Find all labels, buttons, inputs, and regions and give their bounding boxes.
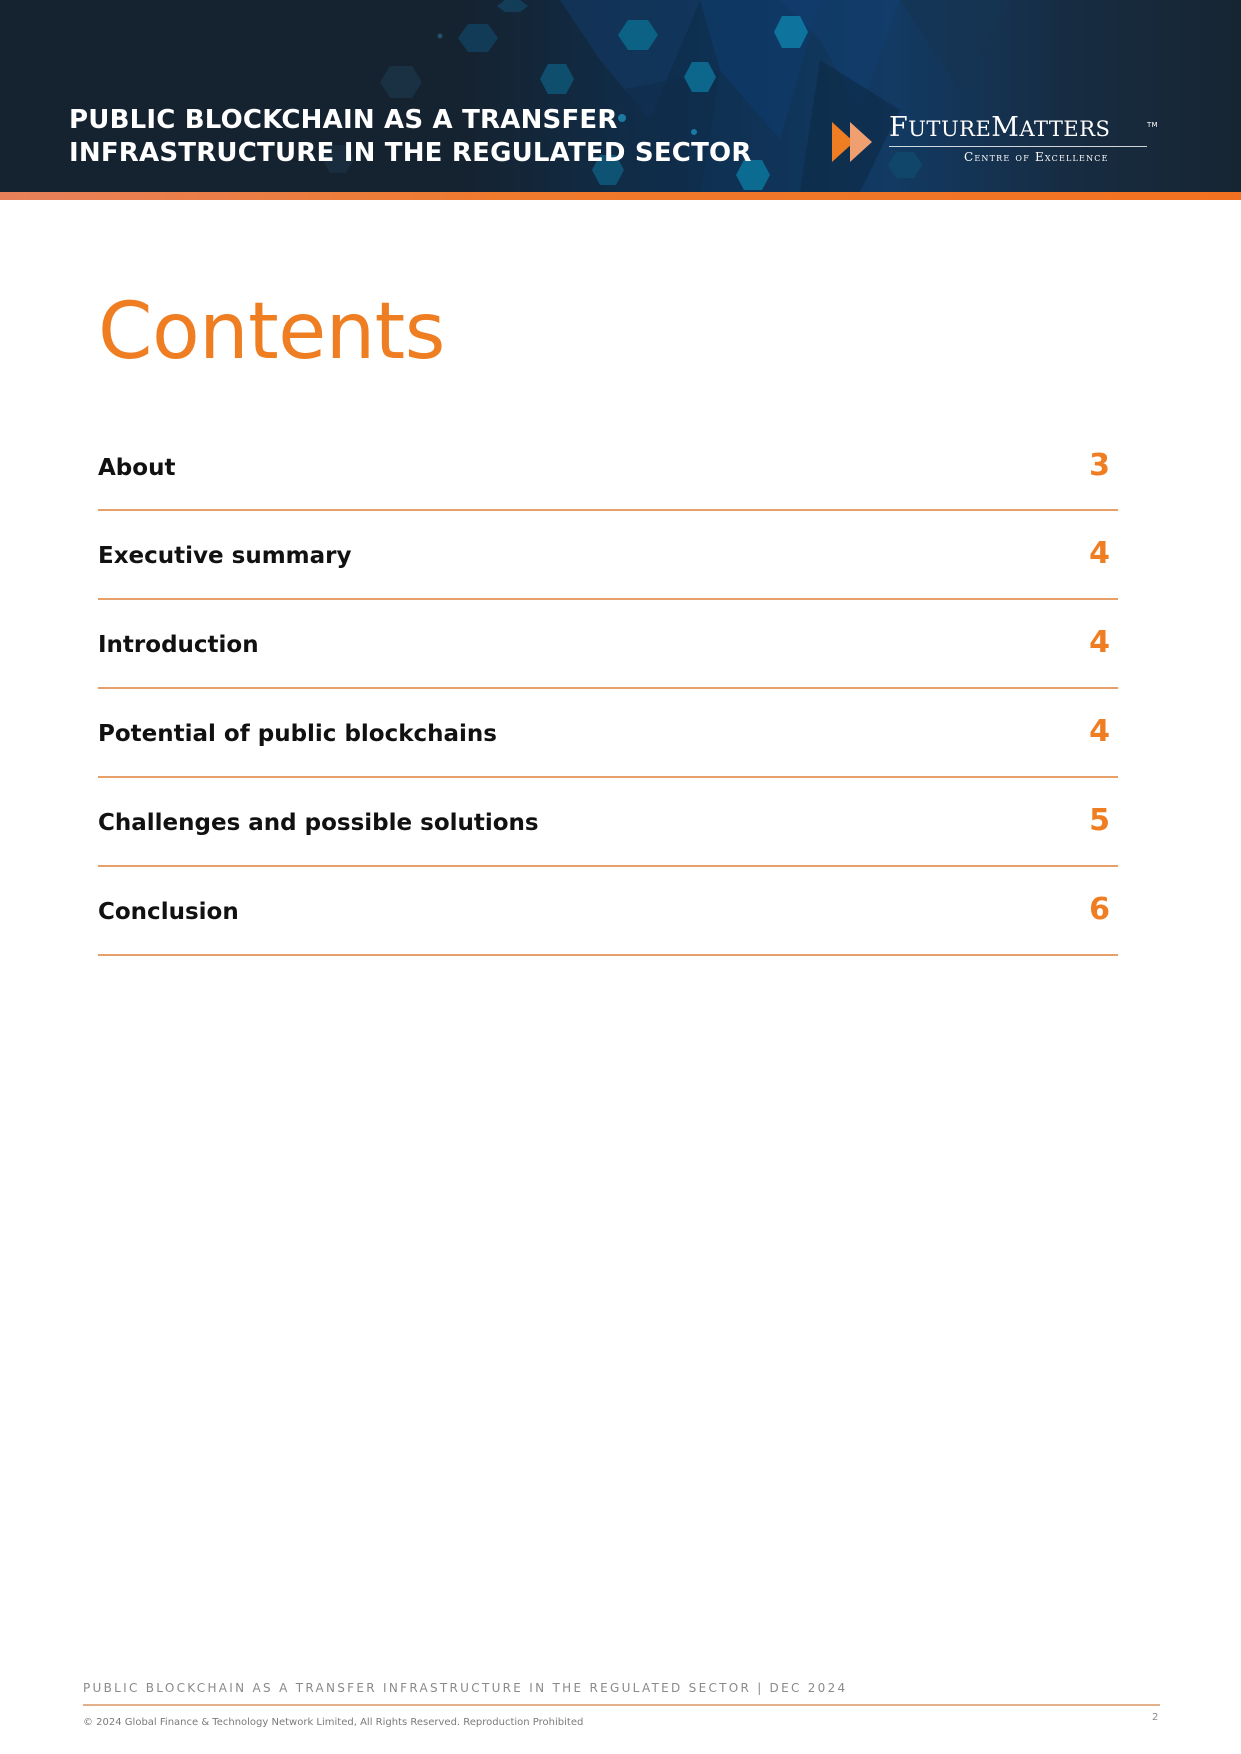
footer-separator: | <box>757 1681 764 1695</box>
toc-entry-page-number: 4 <box>1089 714 1110 749</box>
logo-wordmark: FUTUREMATTERS <box>889 112 1111 143</box>
toc-entry-introduction[interactable] <box>98 600 1118 689</box>
header-accent-stripe <box>0 192 1241 200</box>
logo-subtitle-text: Centre of Excellence <box>964 150 1109 164</box>
report-title-line-2: INFRASTRUCTURE IN THE REGULATED SECTOR <box>69 138 752 168</box>
toc-entry-about[interactable] <box>98 423 1118 511</box>
toc-entry-label[interactable]: Introduction <box>98 632 259 658</box>
toc-entry-conclusion[interactable] <box>98 867 1118 956</box>
report-title-line-1: PUBLIC BLOCKCHAIN AS A TRANSFER <box>69 105 618 135</box>
logo-subtitle <box>964 149 1109 165</box>
toc-entry-page-number: 5 <box>1089 803 1110 838</box>
toc-entry-page-number: 4 <box>1089 536 1110 571</box>
toc-entry-label[interactable]: Challenges and possible solutions <box>98 810 539 836</box>
toc-entry-page-number: 4 <box>1089 625 1110 660</box>
footer-copyright: © 2024 Global Finance & Technology Network Limited, All Rights Reserved. Reproduction Prohibited <box>83 1717 584 1728</box>
toc-entry-label[interactable]: Executive summary <box>98 543 352 569</box>
toc-entry-page-number: 3 <box>1089 448 1110 483</box>
fast-forward-icon <box>832 120 878 164</box>
footer-divider <box>83 1704 1160 1706</box>
toc-entry-label[interactable]: About <box>98 455 176 481</box>
footer-report-title: PUBLIC BLOCKCHAIN AS A TRANSFER INFRASTRUCTURE IN THE REGULATED SECTOR <box>83 1681 752 1695</box>
toc-entry-label[interactable]: Potential of public blockchains <box>98 721 497 747</box>
toc-entry-challenges-and-possible-solutions[interactable] <box>98 778 1118 867</box>
trademark-symbol: TM <box>1147 121 1158 129</box>
footer-date: DEC 2024 <box>769 1681 848 1695</box>
toc-entry-label[interactable]: Conclusion <box>98 899 239 925</box>
page-number: 2 <box>1152 1712 1159 1723</box>
futurematters-logo <box>832 112 1162 175</box>
toc-entry-executive-summary[interactable] <box>98 511 1118 600</box>
toc-entry-page-number: 6 <box>1089 892 1110 927</box>
table-of-contents <box>98 423 1118 956</box>
footer-running-title <box>83 1681 848 1695</box>
contents-heading: Contents <box>98 287 445 377</box>
toc-entry-potential-of-public-blockchains[interactable] <box>98 689 1118 778</box>
logo-divider <box>889 146 1147 147</box>
header-banner <box>0 0 1241 192</box>
report-title <box>69 104 752 170</box>
